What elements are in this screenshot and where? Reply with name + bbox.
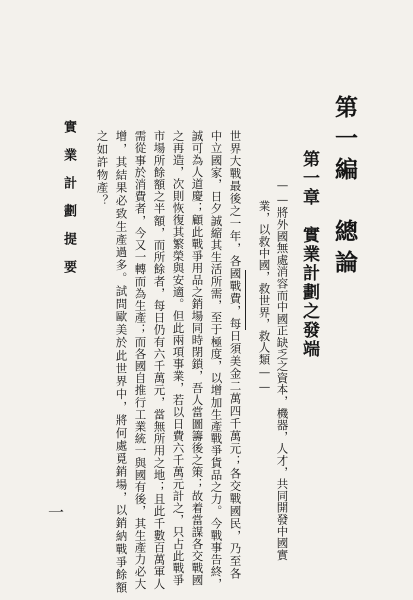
part-title: 第一編 總論	[331, 95, 358, 281]
body-column-1: 世界大戰最後之一年，各國戰費，每日須美金二萬四千萬元；各交戰國民，乃至各	[228, 130, 243, 580]
body-column-6: 需從事於消費者，今又一轉而為生產；而各國自推行工業統一與國有後，其生產力必大	[133, 130, 148, 590]
body-column-2: 中立國家，日夕誠縮其生活所需，至于極度，以增加生產戰爭貨品之力。今戰事告終，	[209, 130, 224, 590]
subtitle-line-1: ——將外國無處消容而中國正缺乏之資本，機器，人才，共同開發中國實	[275, 178, 290, 561]
body-column-7: 增，其結果必致生產過多。試問歐美於此世界中，將何處覓銷場，以銷納戰爭餘額	[114, 130, 129, 595]
subtitle-rule	[245, 270, 246, 330]
chapter-title: 第一章 實業計劃之發端	[299, 150, 319, 359]
subtitle-line-2: 業，以救中國，救世界，救人類——	[257, 200, 272, 394]
body-column-8: 之如許物產？	[95, 130, 110, 208]
body-column-4: 之再造，次則恢復其繁榮與安適。但此兩項事業，若以日費六千萬元計之，只占此戰爭	[171, 130, 186, 586]
page-number: 一	[48, 503, 65, 522]
body-column-5: 市場所餘額之半額，而所餘者，每日仍有六千萬元，當無所用之地；且此千數百萬軍人	[152, 130, 167, 590]
body-column-3: 誠可為人道慶；顧此戰爭用品之銷場同時閉鎖，吾人當圖籌後之策；故着當謀各交戰國	[190, 130, 205, 586]
running-title: 實 業 計 劃 提 要	[61, 120, 76, 274]
